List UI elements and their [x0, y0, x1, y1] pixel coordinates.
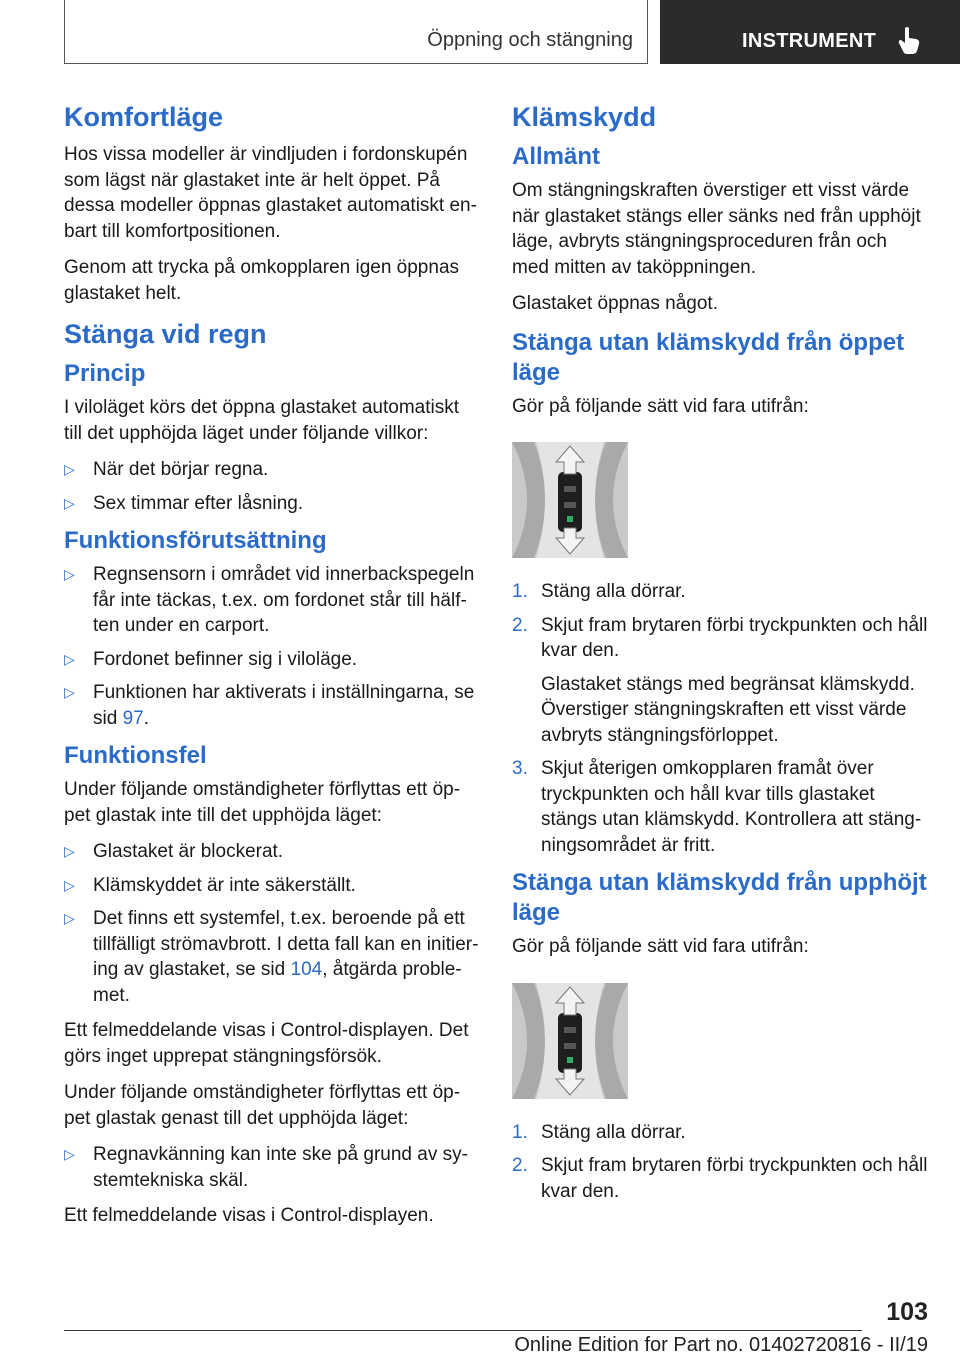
footer-divider: [64, 1330, 862, 1331]
triangle-bullet-icon: ▷: [64, 461, 75, 477]
list-item: ▷ När det börjar regna.: [64, 457, 480, 483]
paragraph: Hos vissa modeller är vindljuden i fordonskupén som lägst när glastaket inte är helt öppet. På dessa modeller öppnas glastaket automatiskt enbart till komfortpositionen.: [64, 144, 477, 242]
heading-princip: Princip: [64, 360, 146, 387]
section-tab: [64, 0, 648, 64]
numbered-steps: [512, 579, 928, 858]
triangle-bullet-icon: ▷: [64, 910, 75, 926]
heading-allmant: Allmänt: [512, 143, 601, 170]
list-item: 2. Skjut fram brytaren förbi tryckpunkten och håll kvar den.: [512, 1155, 928, 1202]
paragraph: Genom att trycka på omkopplaren igen öppnas glastaket helt.: [64, 257, 460, 304]
page-number: 103: [886, 1298, 928, 1326]
numbered-steps: [512, 1120, 928, 1205]
triangle-bullet-icon: ▷: [64, 566, 75, 582]
page-link-104[interactable]: 104: [290, 959, 323, 980]
triangle-bullet-icon: ▷: [64, 1146, 75, 1162]
list-item: ▷ Regnavkänning kan inte ske på grund av systemtekniska skäl.: [64, 1144, 468, 1191]
page-link-97[interactable]: 97: [122, 707, 144, 729]
roof-switch-illustration: [512, 983, 628, 1099]
list-item: ▷ Sex timmar efter låsning.: [64, 491, 480, 517]
triangle-bullet-icon: ▷: [64, 843, 75, 859]
right-column: [512, 100, 928, 1214]
paragraph: Glastaket öppnas något.: [512, 293, 718, 314]
heading-stanga-fran-oppet-lage: Stänga utan klämskydd från öppet läge: [512, 328, 905, 386]
heading-stanga-vid-regn: Stänga vid regn: [64, 319, 267, 349]
triangle-bullet-icon: ▷: [64, 650, 75, 667]
roof-switch-illustration: [512, 442, 628, 558]
triangle-bullet-icon: ▷: [64, 684, 75, 700]
list-item: 1. Stäng alla dörrar.: [512, 581, 686, 602]
heading-komfortlage: Komfortläge: [64, 102, 224, 132]
chapter-label: INSTRUMENT: [742, 30, 877, 52]
list-item: 3. Skjut återigen omkopplaren framåt över tryckpunkten och håll kvar tills glastaket stängs utan klämskydd. Kontrollera att stängningsområdet är fritt.: [512, 758, 922, 856]
step-note: Glastaket stängs med begränsat klämskydd. Överstiger stängningskraften ett visst värde avbryts stängningsförloppet.: [541, 673, 915, 746]
bullet-list: [64, 457, 480, 516]
edition-note: Online Edition for Part no. 01402720816 - II/19: [514, 1334, 928, 1356]
paragraph: I viloläget körs det öppna glastaket automatiskt till det upphöjda läget under följande villkor:: [64, 397, 460, 444]
list-item: 1. Stäng alla dörrar.: [512, 1121, 686, 1143]
paragraph: Gör på följande sätt vid fara utifrån:: [512, 936, 809, 957]
heading-klamskydd: Klämskydd: [512, 102, 657, 132]
heading-funktionsforutsattning: Funktionsförutsättning: [64, 527, 327, 554]
bullet-list: [64, 562, 480, 731]
hand-pointer-icon: [896, 26, 924, 56]
left-column: [64, 100, 480, 1240]
list-item: ▷ Fordonet befinner sig i viloläge.: [64, 647, 480, 673]
heading-stanga-fran-upphojt-lage: Stänga utan klämskydd från upphöjt läge: [512, 869, 927, 926]
list-item: ▷ Glastaket är blockerat.: [64, 839, 480, 865]
paragraph: Under följande omständigheter förflyttas ett öppet glastak genast till det upphöjda läget:: [64, 1082, 461, 1129]
bullet-list: [64, 839, 480, 1008]
list-item: 2. Skjut fram brytaren förbi tryckpunkten och håll kvar den. Glastaket stängs med begränsat klämskydd. Överstiger stängningskraften ett visst värde avbryts stängningsförloppet.: [512, 613, 928, 749]
page-header: [0, 0, 960, 66]
paragraph: Gör på följande sätt vid fara utifrån:: [512, 395, 809, 417]
list-item: ▷ Funktionen har aktiverats i inställningarna, se sid 97.: [64, 682, 475, 729]
section-title: Öppning och stängning: [427, 29, 633, 51]
paragraph: Ett felmeddelande visas i Control-displayen.: [64, 1205, 434, 1226]
list-item: ▷ Det finns ett systemfel, t.ex. beroende på ett tillfälligt strömavbrott. I detta fall kan en initiering av glastaket, se sid 104, åtgärda problemet.: [64, 908, 479, 1006]
chapter-tab: [660, 0, 960, 64]
paragraph: Om stängningskraften överstiger ett visst värde när glastaket stängs eller sänks ned från upphöjt läge, avbryts stängningsproceduren från och med mitten av taköppningen.: [512, 180, 921, 278]
list-item: ▷ Klämskyddet är inte säkerställt.: [64, 873, 480, 899]
paragraph: Under följande omständigheter förflyttas ett öppet glastak inte till det upphöjda läget:: [64, 779, 461, 826]
heading-funktionsfel: Funktionsfel: [64, 742, 207, 769]
list-item: ▷ Regnsensorn i området vid innerbackspegeln får inte täckas, t.ex. om fordonet står till hälften under en carport.: [64, 564, 475, 636]
bullet-list: [64, 1142, 480, 1193]
triangle-bullet-icon: ▷: [64, 876, 75, 893]
triangle-bullet-icon: ▷: [64, 494, 75, 511]
paragraph: Ett felmeddelande visas i Control-displayen. Det görs inget upprepat stängningsförsök.: [64, 1020, 469, 1067]
